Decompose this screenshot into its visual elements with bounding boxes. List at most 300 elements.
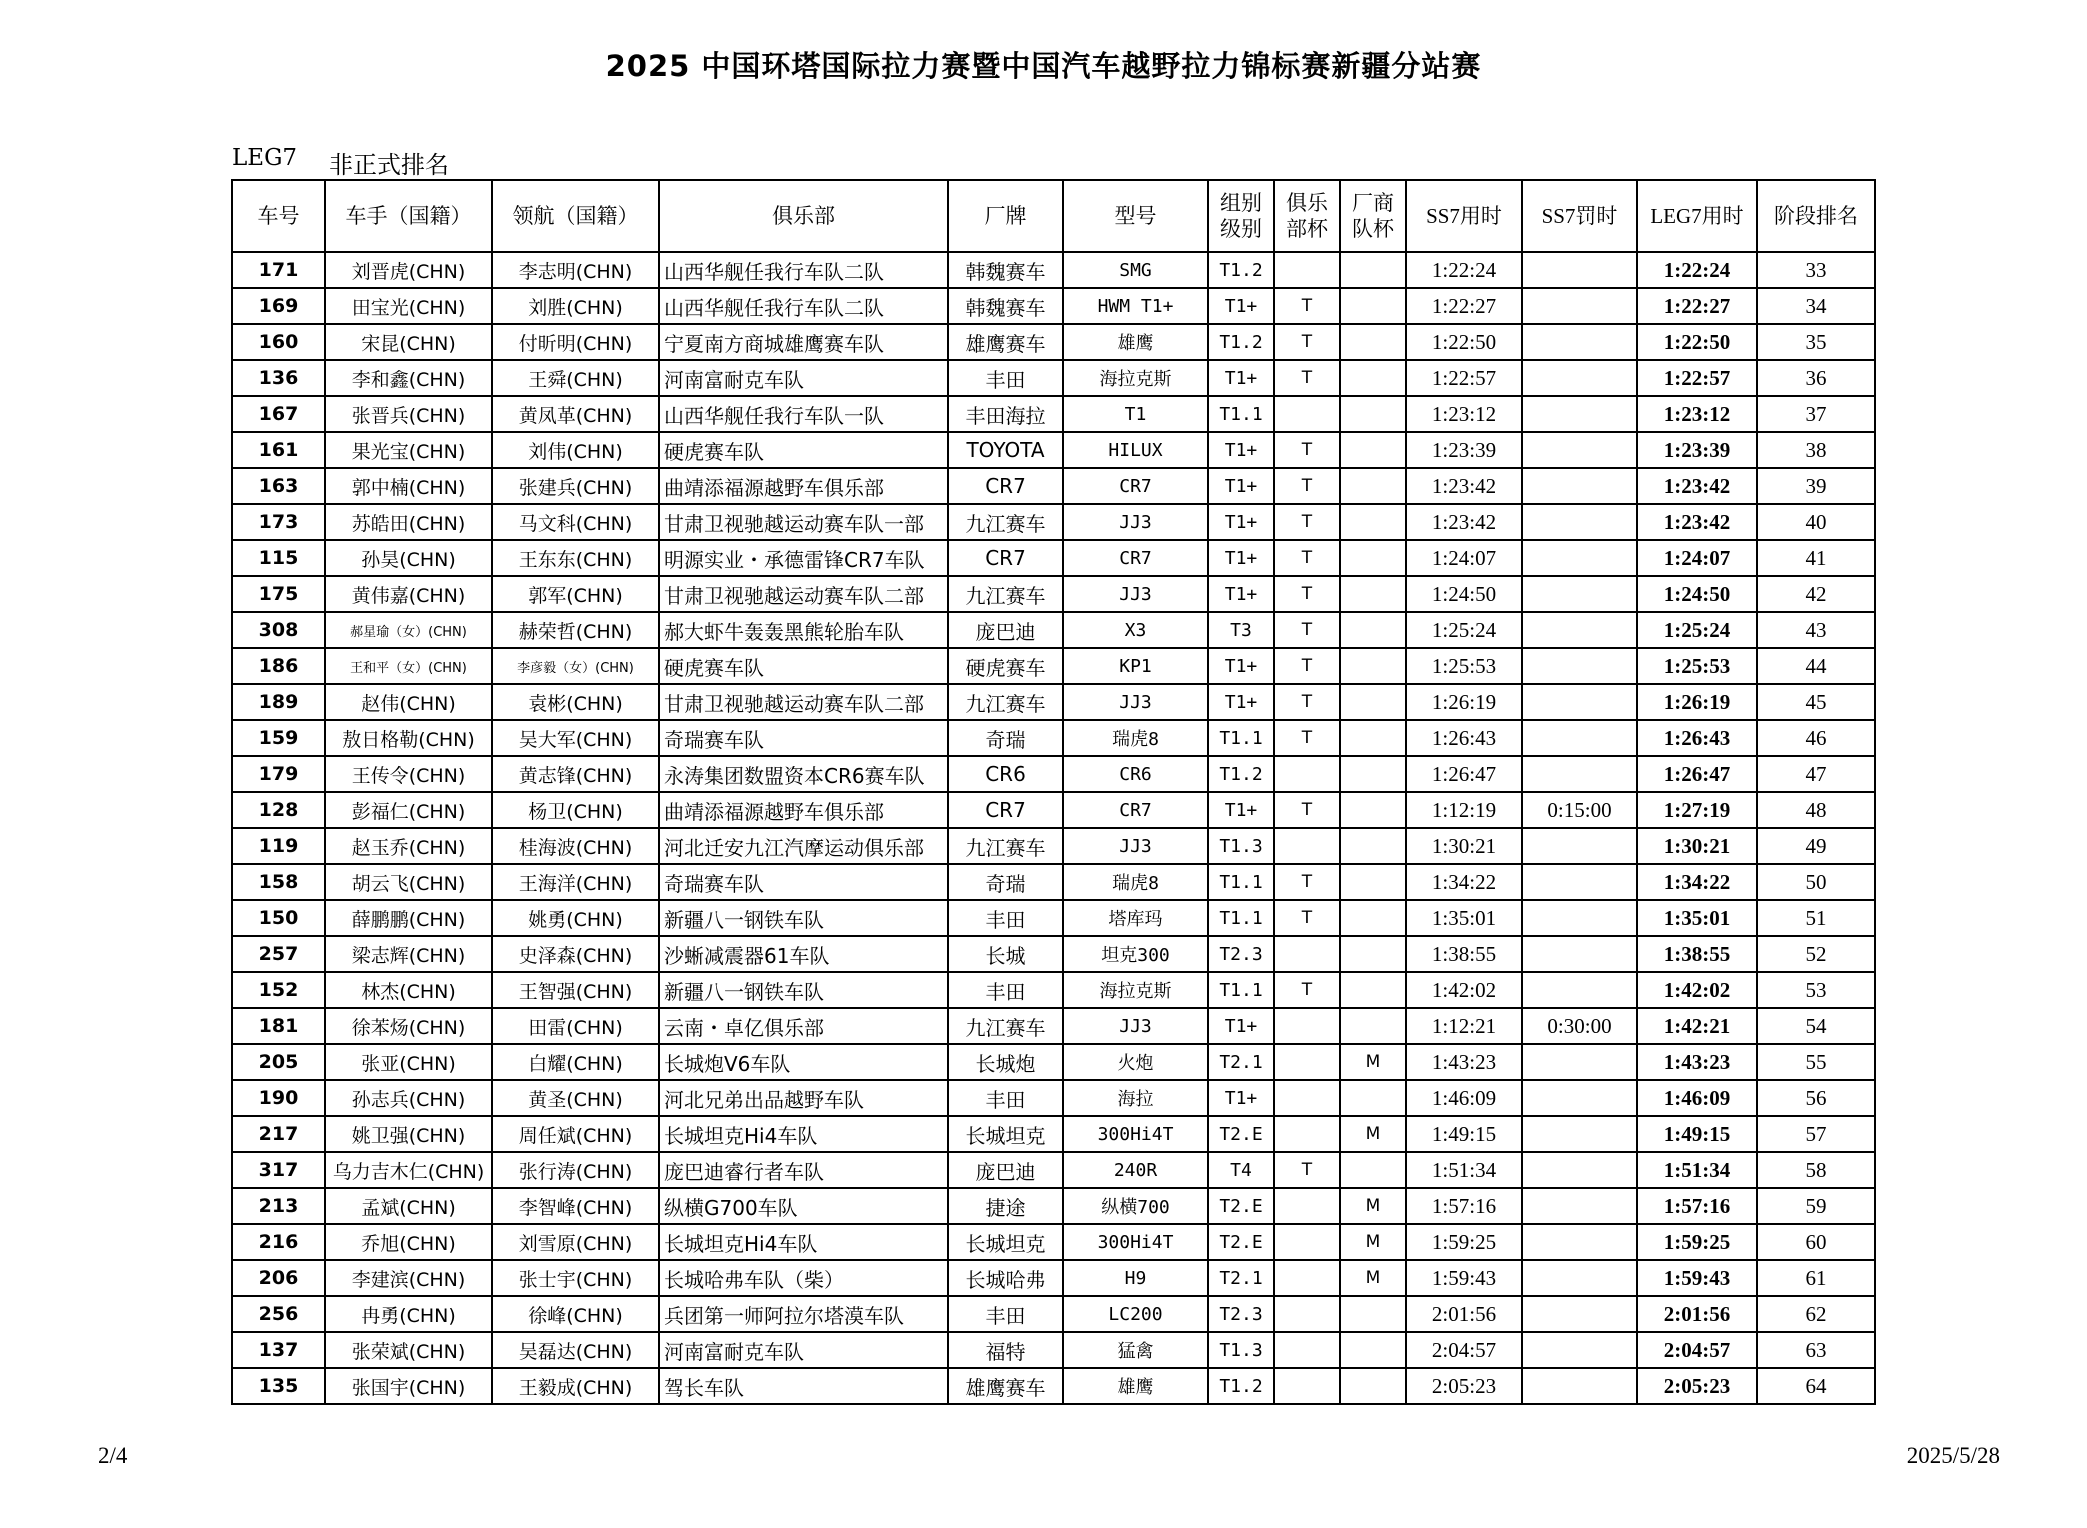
- ss7-penalty: [1522, 864, 1637, 900]
- group-class: T1+: [1208, 684, 1274, 720]
- ss7-penalty: [1522, 1296, 1637, 1332]
- team-cup-flag: M: [1340, 1116, 1406, 1152]
- table-row: [232, 756, 1875, 792]
- ss7-time: 1:43:23: [1406, 1044, 1522, 1080]
- club-cup-flag: [1274, 1368, 1340, 1404]
- group-class: T1.1: [1208, 972, 1274, 1008]
- table-row: [232, 684, 1875, 720]
- stage-rank: 40: [1757, 504, 1875, 540]
- codriver-name: 张行涛(CHN): [492, 1152, 659, 1188]
- club-name: 长城炮V6车队: [659, 1044, 948, 1080]
- club-name: 长城哈弗车队（柴）: [659, 1260, 948, 1296]
- leg7-time: 1:49:15: [1637, 1116, 1757, 1152]
- ss7-time: 1:23:12: [1406, 396, 1522, 432]
- ss7-penalty: [1522, 684, 1637, 720]
- car-number: 257: [232, 936, 325, 972]
- brand-name: 雄鹰赛车: [948, 324, 1063, 360]
- table-row: [232, 288, 1875, 324]
- stage-rank: 60: [1757, 1224, 1875, 1260]
- leg7-time: 1:43:23: [1637, 1044, 1757, 1080]
- club-name: 硬虎赛车队: [659, 432, 948, 468]
- results-table: [231, 179, 1876, 1405]
- table-row: [232, 432, 1875, 468]
- team-cup-flag: [1340, 792, 1406, 828]
- brand-name: 长城坦克: [948, 1116, 1063, 1152]
- model-name: 雄鹰: [1063, 324, 1208, 360]
- stage-rank: 47: [1757, 756, 1875, 792]
- club-name: 永涛集团数盟资本CR6赛车队: [659, 756, 948, 792]
- brand-name: 丰田海拉: [948, 396, 1063, 432]
- codriver-name: 周任斌(CHN): [492, 1116, 659, 1152]
- club-name: 奇瑞赛车队: [659, 720, 948, 756]
- brand-name: 丰田: [948, 1296, 1063, 1332]
- ss7-penalty: [1522, 1188, 1637, 1224]
- car-number: 173: [232, 504, 325, 540]
- ss7-penalty: [1522, 504, 1637, 540]
- club-name: 长城坦克Hi4车队: [659, 1116, 948, 1152]
- car-number: 256: [232, 1296, 325, 1332]
- group-class: T1+: [1208, 1080, 1274, 1116]
- codriver-name: 吴磊达(CHN): [492, 1332, 659, 1368]
- team-cup-flag: [1340, 396, 1406, 432]
- driver-name: 郭中楠(CHN): [325, 468, 492, 504]
- table-row: [232, 864, 1875, 900]
- ss7-time: 2:01:56: [1406, 1296, 1522, 1332]
- ss7-penalty: 0:15:00: [1522, 792, 1637, 828]
- stage-rank: 62: [1757, 1296, 1875, 1332]
- leg7-time: 1:23:12: [1637, 396, 1757, 432]
- group-class: T2.3: [1208, 936, 1274, 972]
- table-row: [232, 1224, 1875, 1260]
- driver-name: 果光宝(CHN): [325, 432, 492, 468]
- group-class: T1.2: [1208, 252, 1274, 288]
- table-row: [232, 468, 1875, 504]
- driver-name: 孙志兵(CHN): [325, 1080, 492, 1116]
- driver-name: 李和鑫(CHN): [325, 360, 492, 396]
- club-name: 云南・卓亿俱乐部: [659, 1008, 948, 1044]
- driver-name: 姚卫强(CHN): [325, 1116, 492, 1152]
- codriver-name: 杨卫(CHN): [492, 792, 659, 828]
- group-class: T1.1: [1208, 864, 1274, 900]
- leg7-time: 1:27:19: [1637, 792, 1757, 828]
- driver-name: 敖日格勒(CHN): [325, 720, 492, 756]
- club-cup-flag: T: [1274, 900, 1340, 936]
- model-name: CR6: [1063, 756, 1208, 792]
- stage-rank: 50: [1757, 864, 1875, 900]
- codriver-name: 桂海波(CHN): [492, 828, 659, 864]
- codriver-name: 李志明(CHN): [492, 252, 659, 288]
- model-name: 塔库玛: [1063, 900, 1208, 936]
- car-number: 150: [232, 900, 325, 936]
- club-name: 沙蜥减震器61车队: [659, 936, 948, 972]
- table-row: [232, 1368, 1875, 1404]
- club-cup-flag: [1274, 1116, 1340, 1152]
- club-name: 甘肃卫视驰越运动赛车队二部: [659, 576, 948, 612]
- ss7-penalty: [1522, 1044, 1637, 1080]
- brand-name: 丰田: [948, 900, 1063, 936]
- leg7-time: 1:51:34: [1637, 1152, 1757, 1188]
- driver-name: 赵玉乔(CHN): [325, 828, 492, 864]
- car-number: 167: [232, 396, 325, 432]
- ss7-penalty: [1522, 324, 1637, 360]
- group-class: T4: [1208, 1152, 1274, 1188]
- leg7-time: 1:35:01: [1637, 900, 1757, 936]
- col-header-leg7-time: LEG7用时: [1637, 180, 1757, 252]
- car-number: 317: [232, 1152, 325, 1188]
- ss7-penalty: [1522, 396, 1637, 432]
- codriver-name: 刘伟(CHN): [492, 432, 659, 468]
- codriver-name: 王舜(CHN): [492, 360, 659, 396]
- ss7-penalty: [1522, 1080, 1637, 1116]
- club-name: 新疆八一钢铁车队: [659, 972, 948, 1008]
- ss7-penalty: [1522, 972, 1637, 1008]
- ss7-time: 1:26:43: [1406, 720, 1522, 756]
- group-class: T1.2: [1208, 324, 1274, 360]
- club-cup-flag: T: [1274, 504, 1340, 540]
- leg7-time: 1:34:22: [1637, 864, 1757, 900]
- table-row: [232, 936, 1875, 972]
- club-cup-flag: [1274, 828, 1340, 864]
- driver-name: 王传令(CHN): [325, 756, 492, 792]
- table-row: [232, 1008, 1875, 1044]
- stage-rank: 63: [1757, 1332, 1875, 1368]
- team-cup-flag: [1340, 1296, 1406, 1332]
- model-name: 坦克300: [1063, 936, 1208, 972]
- table-header-row: [232, 180, 1875, 252]
- codriver-name: 张士宇(CHN): [492, 1260, 659, 1296]
- model-name: 雄鹰: [1063, 1368, 1208, 1404]
- car-number: 175: [232, 576, 325, 612]
- stage-rank: 53: [1757, 972, 1875, 1008]
- codriver-name: 袁彬(CHN): [492, 684, 659, 720]
- club-cup-flag: T: [1274, 1152, 1340, 1188]
- model-name: 300Hi4T: [1063, 1224, 1208, 1260]
- codriver-name: 付昕明(CHN): [492, 324, 659, 360]
- ss7-penalty: [1522, 1332, 1637, 1368]
- stage-rank: 38: [1757, 432, 1875, 468]
- leg7-time: 1:22:57: [1637, 360, 1757, 396]
- group-class: T3: [1208, 612, 1274, 648]
- model-name: JJ3: [1063, 576, 1208, 612]
- ss7-penalty: [1522, 648, 1637, 684]
- ss7-penalty: [1522, 252, 1637, 288]
- codriver-name: 张建兵(CHN): [492, 468, 659, 504]
- club-name: 山西华舰任我行车队二队: [659, 252, 948, 288]
- col-header-club: 俱乐部: [659, 180, 948, 252]
- stage-rank: 37: [1757, 396, 1875, 432]
- car-number: 137: [232, 1332, 325, 1368]
- team-cup-flag: [1340, 288, 1406, 324]
- brand-name: CR7: [948, 468, 1063, 504]
- ss7-penalty: [1522, 468, 1637, 504]
- brand-name: CR7: [948, 792, 1063, 828]
- codriver-name: 李智峰(CHN): [492, 1188, 659, 1224]
- car-number: 119: [232, 828, 325, 864]
- stage-rank: 45: [1757, 684, 1875, 720]
- codriver-name: 郭军(CHN): [492, 576, 659, 612]
- brand-name: 九江赛车: [948, 828, 1063, 864]
- table-row: [232, 1080, 1875, 1116]
- ss7-penalty: [1522, 1368, 1637, 1404]
- brand-name: TOYOTA: [948, 432, 1063, 468]
- driver-name: 赵伟(CHN): [325, 684, 492, 720]
- stage-rank: 49: [1757, 828, 1875, 864]
- ss7-penalty: [1522, 1260, 1637, 1296]
- ss7-penalty: [1522, 360, 1637, 396]
- ss7-time: 1:23:42: [1406, 468, 1522, 504]
- model-name: 瑞虎8: [1063, 720, 1208, 756]
- car-number: 216: [232, 1224, 325, 1260]
- ss7-time: 1:24:07: [1406, 540, 1522, 576]
- club-name: 曲靖添福源越野车俱乐部: [659, 468, 948, 504]
- model-name: 纵横700: [1063, 1188, 1208, 1224]
- table-row: [232, 504, 1875, 540]
- club-cup-flag: T: [1274, 432, 1340, 468]
- driver-name: 孟斌(CHN): [325, 1188, 492, 1224]
- car-number: 205: [232, 1044, 325, 1080]
- driver-name: 乔旭(CHN): [325, 1224, 492, 1260]
- codriver-name: 王海洋(CHN): [492, 864, 659, 900]
- leg7-time: 1:25:24: [1637, 612, 1757, 648]
- stage-rank: 35: [1757, 324, 1875, 360]
- car-number: 171: [232, 252, 325, 288]
- club-cup-flag: [1274, 1008, 1340, 1044]
- driver-name: 薛鹏鹏(CHN): [325, 900, 492, 936]
- model-name: T1: [1063, 396, 1208, 432]
- table-row: [232, 828, 1875, 864]
- team-cup-flag: M: [1340, 1044, 1406, 1080]
- club-name: 山西华舰任我行车队一队: [659, 396, 948, 432]
- leg7-time: 1:38:55: [1637, 936, 1757, 972]
- stage-rank: 41: [1757, 540, 1875, 576]
- ss7-time: 1:42:02: [1406, 972, 1522, 1008]
- brand-name: 长城炮: [948, 1044, 1063, 1080]
- club-name: 河南富耐克车队: [659, 1332, 948, 1368]
- club-name: 新疆八一钢铁车队: [659, 900, 948, 936]
- car-number: 136: [232, 360, 325, 396]
- stage-rank: 43: [1757, 612, 1875, 648]
- ss7-time: 1:22:27: [1406, 288, 1522, 324]
- club-cup-flag: T: [1274, 540, 1340, 576]
- stage-rank: 59: [1757, 1188, 1875, 1224]
- leg7-time: 1:23:42: [1637, 504, 1757, 540]
- leg-label: LEG7: [232, 145, 298, 171]
- col-header-club-cup: 俱乐部杯: [1274, 180, 1340, 252]
- ss7-time: 1:22:24: [1406, 252, 1522, 288]
- club-cup-flag: [1274, 1080, 1340, 1116]
- results-body: [232, 252, 1875, 1404]
- ss7-time: 1:59:25: [1406, 1224, 1522, 1260]
- col-header-stage-rank: 阶段排名: [1757, 180, 1875, 252]
- col-header-car-number: 车号: [232, 180, 325, 252]
- driver-name: 徐苯炀(CHN): [325, 1008, 492, 1044]
- group-class: T1+: [1208, 792, 1274, 828]
- club-name: 驾长车队: [659, 1368, 948, 1404]
- group-class: T1.1: [1208, 900, 1274, 936]
- codriver-name: 徐峰(CHN): [492, 1296, 659, 1332]
- ss7-time: 1:49:15: [1406, 1116, 1522, 1152]
- brand-name: 捷途: [948, 1188, 1063, 1224]
- group-class: T1.1: [1208, 396, 1274, 432]
- stage-rank: 48: [1757, 792, 1875, 828]
- model-name: 火炮: [1063, 1044, 1208, 1080]
- driver-name: 刘晋虎(CHN): [325, 252, 492, 288]
- codriver-name: 王智强(CHN): [492, 972, 659, 1008]
- club-cup-flag: T: [1274, 324, 1340, 360]
- codriver-name: 刘胜(CHN): [492, 288, 659, 324]
- stage-rank: 61: [1757, 1260, 1875, 1296]
- table-row: [232, 720, 1875, 756]
- group-class: T1+: [1208, 360, 1274, 396]
- club-name: 河北兄弟出品越野车队: [659, 1080, 948, 1116]
- team-cup-flag: [1340, 252, 1406, 288]
- model-name: SMG: [1063, 252, 1208, 288]
- brand-name: CR6: [948, 756, 1063, 792]
- table-row: [232, 612, 1875, 648]
- col-header-group: 组别级别: [1208, 180, 1274, 252]
- stage-rank: 46: [1757, 720, 1875, 756]
- group-class: T2.1: [1208, 1260, 1274, 1296]
- club-cup-flag: [1274, 1332, 1340, 1368]
- leg7-time: 2:01:56: [1637, 1296, 1757, 1332]
- driver-name: 张国宇(CHN): [325, 1368, 492, 1404]
- team-cup-flag: M: [1340, 1188, 1406, 1224]
- table-row: [232, 360, 1875, 396]
- ss7-penalty: [1522, 432, 1637, 468]
- stage-rank: 39: [1757, 468, 1875, 504]
- group-class: T1.2: [1208, 756, 1274, 792]
- model-name: 海拉: [1063, 1080, 1208, 1116]
- club-name: 兵团第一师阿拉尔塔漠车队: [659, 1296, 948, 1332]
- club-name: 长城坦克Hi4车队: [659, 1224, 948, 1260]
- team-cup-flag: [1340, 612, 1406, 648]
- driver-name: 李建滨(CHN): [325, 1260, 492, 1296]
- car-number: 169: [232, 288, 325, 324]
- leg7-time: 2:04:57: [1637, 1332, 1757, 1368]
- club-cup-flag: T: [1274, 648, 1340, 684]
- brand-name: 九江赛车: [948, 684, 1063, 720]
- club-cup-flag: T: [1274, 972, 1340, 1008]
- table-row: [232, 1188, 1875, 1224]
- group-class: T1+: [1208, 288, 1274, 324]
- ss7-time: 1:57:16: [1406, 1188, 1522, 1224]
- model-name: CR7: [1063, 792, 1208, 828]
- table-row: [232, 324, 1875, 360]
- ss7-penalty: [1522, 1152, 1637, 1188]
- ss7-time: 1:38:55: [1406, 936, 1522, 972]
- ss7-time: 1:26:47: [1406, 756, 1522, 792]
- ss7-penalty: [1522, 936, 1637, 972]
- driver-name: 王和平（女）(CHN): [325, 648, 492, 684]
- ss7-time: 1:23:42: [1406, 504, 1522, 540]
- club-cup-flag: T: [1274, 720, 1340, 756]
- club-cup-flag: T: [1274, 792, 1340, 828]
- group-class: T1+: [1208, 540, 1274, 576]
- club-cup-flag: T: [1274, 684, 1340, 720]
- codriver-name: 田雷(CHN): [492, 1008, 659, 1044]
- club-cup-flag: [1274, 1296, 1340, 1332]
- club-cup-flag: [1274, 756, 1340, 792]
- model-name: JJ3: [1063, 684, 1208, 720]
- team-cup-flag: [1340, 828, 1406, 864]
- ss7-time: 1:25:24: [1406, 612, 1522, 648]
- brand-name: 庞巴迪: [948, 612, 1063, 648]
- ss7-time: 1:35:01: [1406, 900, 1522, 936]
- codriver-name: 黄凤革(CHN): [492, 396, 659, 432]
- stage-rank: 52: [1757, 936, 1875, 972]
- model-name: 猛禽: [1063, 1332, 1208, 1368]
- team-cup-flag: M: [1340, 1224, 1406, 1260]
- club-name: 河南富耐克车队: [659, 360, 948, 396]
- team-cup-flag: [1340, 432, 1406, 468]
- table-row: [232, 576, 1875, 612]
- car-number: 213: [232, 1188, 325, 1224]
- group-class: T1.3: [1208, 828, 1274, 864]
- club-name: 硬虎赛车队: [659, 648, 948, 684]
- car-number: 181: [232, 1008, 325, 1044]
- ss7-time: 1:23:39: [1406, 432, 1522, 468]
- table-row: [232, 1296, 1875, 1332]
- leg7-time: 1:42:21: [1637, 1008, 1757, 1044]
- club-cup-flag: [1274, 396, 1340, 432]
- club-name: 河北迁安九江汽摩运动俱乐部: [659, 828, 948, 864]
- ss7-time: 1:46:09: [1406, 1080, 1522, 1116]
- brand-name: 长城哈弗: [948, 1260, 1063, 1296]
- codriver-name: 王毅成(CHN): [492, 1368, 659, 1404]
- car-number: 190: [232, 1080, 325, 1116]
- ss7-time: 1:12:21: [1406, 1008, 1522, 1044]
- team-cup-flag: [1340, 1152, 1406, 1188]
- col-header-team-cup: 厂商队杯: [1340, 180, 1406, 252]
- club-cup-flag: T: [1274, 576, 1340, 612]
- model-name: X3: [1063, 612, 1208, 648]
- driver-name: 林杰(CHN): [325, 972, 492, 1008]
- club-name: 庞巴迪睿行者车队: [659, 1152, 948, 1188]
- model-name: CR7: [1063, 540, 1208, 576]
- club-cup-flag: [1274, 1260, 1340, 1296]
- group-class: T2.E: [1208, 1188, 1274, 1224]
- ss7-penalty: [1522, 900, 1637, 936]
- club-cup-flag: [1274, 252, 1340, 288]
- model-name: KP1: [1063, 648, 1208, 684]
- stage-rank: 54: [1757, 1008, 1875, 1044]
- driver-name: 乌力吉木仁(CHN): [325, 1152, 492, 1188]
- brand-name: 奇瑞: [948, 864, 1063, 900]
- table-row: [232, 252, 1875, 288]
- brand-name: CR7: [948, 540, 1063, 576]
- club-cup-flag: T: [1274, 468, 1340, 504]
- model-name: JJ3: [1063, 1008, 1208, 1044]
- driver-name: 彭福仁(CHN): [325, 792, 492, 828]
- model-name: 海拉克斯: [1063, 360, 1208, 396]
- group-class: T1.1: [1208, 720, 1274, 756]
- club-name: 明源实业・承德雷锋CR7车队: [659, 540, 948, 576]
- leg7-time: 1:26:43: [1637, 720, 1757, 756]
- group-class: T2.3: [1208, 1296, 1274, 1332]
- brand-name: 丰田: [948, 1080, 1063, 1116]
- car-number: 115: [232, 540, 325, 576]
- group-class: T1.3: [1208, 1332, 1274, 1368]
- table-row: [232, 1152, 1875, 1188]
- leg7-time: 1:23:39: [1637, 432, 1757, 468]
- club-name: 奇瑞赛车队: [659, 864, 948, 900]
- leg7-time: 1:26:47: [1637, 756, 1757, 792]
- club-name: 纵横G700车队: [659, 1188, 948, 1224]
- ss7-time: 2:04:57: [1406, 1332, 1522, 1368]
- ss7-penalty: [1522, 756, 1637, 792]
- group-class: T2.E: [1208, 1116, 1274, 1152]
- driver-name: 黄伟嘉(CHN): [325, 576, 492, 612]
